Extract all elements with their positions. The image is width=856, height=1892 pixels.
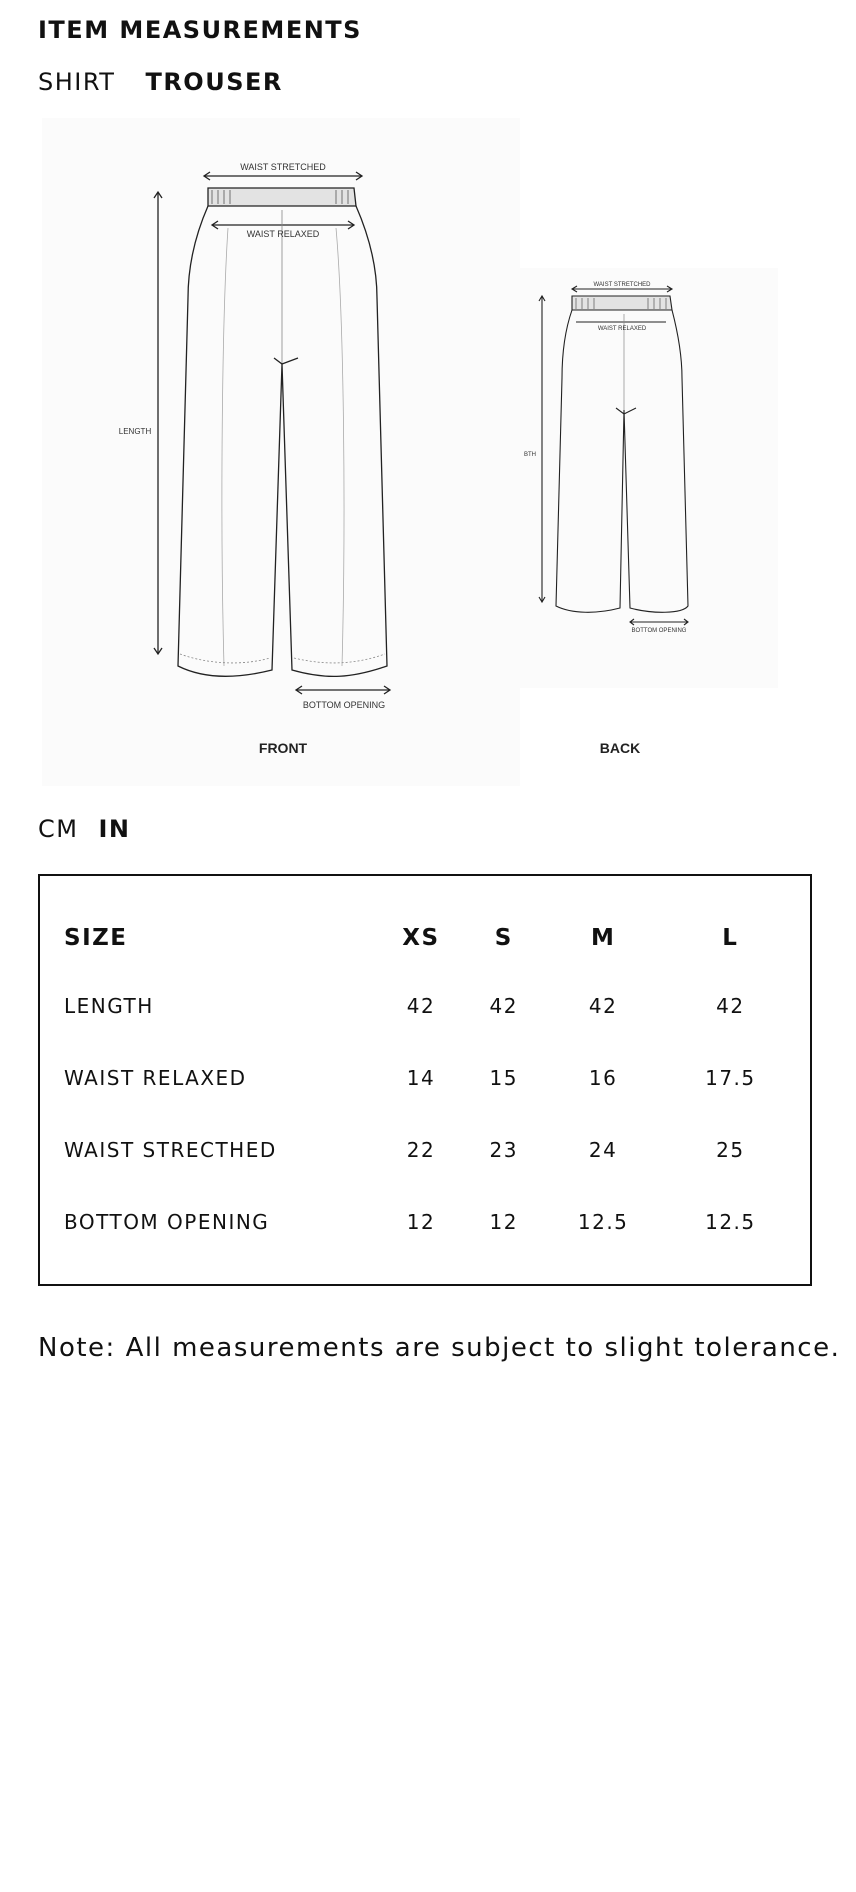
table-row	[64, 1186, 794, 1258]
front-waist-relaxed-label: WAIST RELAXED	[246, 229, 320, 239]
front-view-label: FRONT	[258, 740, 308, 756]
front-length-label: LENGTH	[118, 427, 152, 436]
garment-tabs	[38, 68, 283, 96]
front-bottom-opening-label: BOTTOM OPENING	[302, 700, 386, 710]
trouser-measurement-illustration	[42, 118, 778, 786]
cell-value: 14	[406, 1066, 436, 1090]
cell-value: 16	[588, 1066, 618, 1090]
cell-value: 24	[588, 1138, 618, 1162]
cell-value: 12	[489, 1210, 518, 1234]
row-label: WAIST RELAXED	[64, 1066, 247, 1090]
cell-value: 12	[406, 1210, 436, 1234]
tab-shirt[interactable]: SHIRT	[38, 68, 116, 96]
size-header-label: SIZE	[64, 925, 128, 951]
size-header-m: M	[590, 925, 616, 951]
table-row	[64, 1114, 794, 1186]
cell-value: 42	[588, 994, 618, 1018]
cell-value: 12.5	[705, 1210, 756, 1234]
cell-value: 42	[716, 994, 745, 1018]
size-header-xs: XS	[402, 925, 440, 951]
table-row	[64, 970, 794, 1042]
back-waistband	[572, 296, 672, 310]
back-panel-bg	[520, 268, 778, 688]
size-table	[64, 906, 794, 1258]
unit-toggle	[38, 815, 130, 843]
front-waist-stretched-label: WAIST STRETCHED	[240, 162, 326, 172]
size-header-s: S	[494, 925, 513, 951]
cell-value: 42	[406, 994, 436, 1018]
cell-value: 15	[489, 1066, 518, 1090]
back-length-label: BTH	[524, 452, 536, 458]
cell-value: 22	[406, 1138, 436, 1162]
back-view-label: BACK	[599, 740, 641, 756]
cell-value: 25	[716, 1138, 745, 1162]
back-bottom-opening-label: BOTTOM OPENING	[631, 628, 687, 634]
size-header-row	[64, 906, 794, 970]
cell-value: 23	[489, 1138, 518, 1162]
front-panel-bg	[42, 118, 520, 786]
row-label: LENGTH	[64, 994, 154, 1018]
back-waist-relaxed-label: WAIST RELAXED	[597, 326, 647, 332]
unit-in-button[interactable]: IN	[98, 815, 131, 843]
row-label: WAIST STRECTHED	[64, 1138, 277, 1162]
trouser-diagram-svg	[42, 118, 778, 786]
table-row	[64, 1042, 794, 1114]
size-header-l: L	[722, 925, 739, 951]
size-chart	[38, 874, 812, 1286]
row-label: BOTTOM OPENING	[64, 1210, 270, 1234]
page-title: ITEM MEASUREMENTS	[38, 16, 362, 44]
unit-cm-button[interactable]: CM	[38, 815, 79, 843]
tolerance-note: Note: All measurements are subject to slight tolerance.	[38, 1333, 841, 1363]
back-waist-stretched-label: WAIST STRETCHED	[593, 282, 651, 288]
cell-value: 12.5	[577, 1210, 629, 1234]
cell-value: 42	[489, 994, 518, 1018]
tab-trouser[interactable]: TROUSER	[145, 68, 283, 96]
cell-value: 17.5	[705, 1066, 756, 1090]
